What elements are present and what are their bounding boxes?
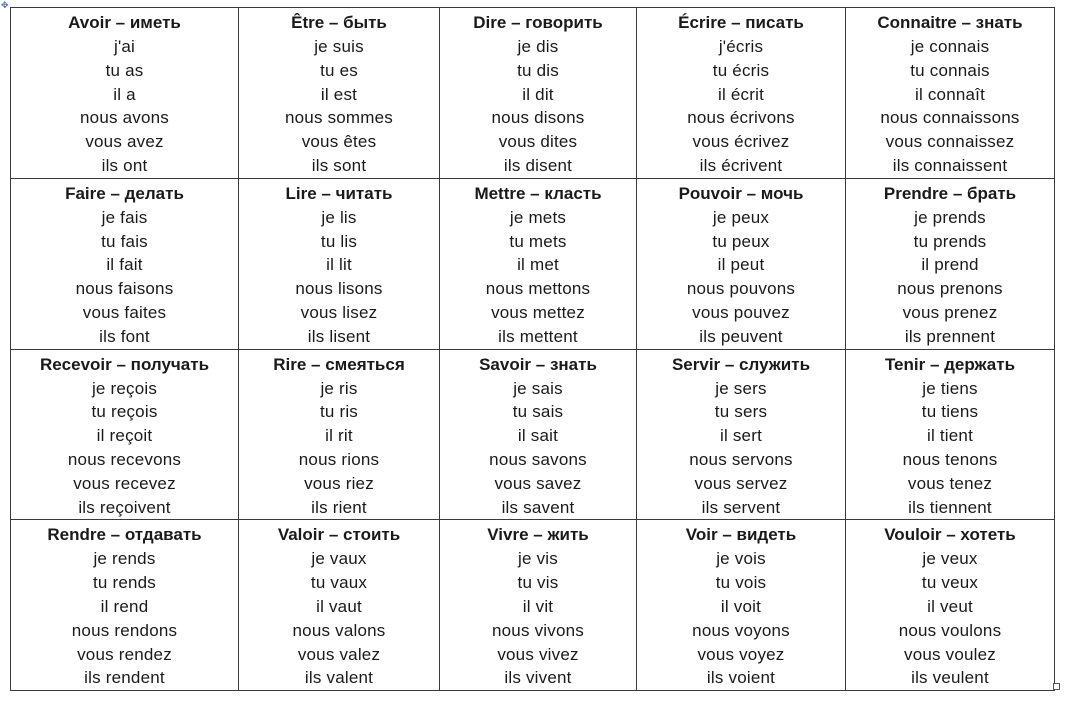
conjugation-form: il tient — [926, 426, 973, 446]
conjugation-form: ils ont — [101, 155, 148, 175]
conjugation-form: ils mettent — [498, 326, 578, 346]
verb-cell-content — [239, 520, 439, 690]
verb-cell-content — [11, 350, 238, 520]
conjugation-form: je prends — [914, 207, 986, 227]
conjugation-form: je connais — [910, 37, 990, 56]
conjugation-form: nous prenons — [897, 279, 1003, 299]
conjugation-form: il rend — [100, 596, 149, 616]
conjugation-form: il sert — [719, 426, 763, 446]
table-row — [11, 349, 1055, 520]
verb-cell-content — [440, 350, 636, 520]
conjugation-form: il est — [320, 84, 358, 104]
verb-title: Tenir – держать — [884, 354, 1016, 374]
conjugation-form: ils rendent — [84, 668, 165, 688]
conjugation-form: ils connaissent — [892, 155, 1008, 175]
conjugation-form: ils prennent — [904, 326, 996, 346]
conjugation-form: nous voulons — [898, 620, 1002, 640]
conjugation-form: nous rendons — [71, 620, 178, 640]
conjugation-form: tu dis — [517, 60, 559, 80]
verb-title: Vouloir – хотеть — [884, 525, 1016, 545]
verb-cell-content — [440, 8, 636, 178]
verb-cell — [440, 520, 637, 691]
conjugation-form: nous faisons — [75, 279, 174, 299]
conjugation-form: ils lisent — [307, 326, 371, 346]
verb-cell — [846, 8, 1055, 179]
conjugation-form: vous riez — [304, 473, 374, 493]
verb-cell-content — [11, 520, 238, 690]
conjugation-form: tu sais — [512, 402, 564, 422]
conjugation-form: nous voyons — [692, 620, 790, 640]
verb-cell-content — [846, 8, 1054, 178]
verb-title: Vivre – жить — [487, 525, 589, 545]
conjugation-form: nous pouvons — [686, 279, 796, 299]
table-row — [11, 520, 1055, 691]
verb-title: Savoir – знать — [479, 354, 597, 374]
verb-cell-content — [239, 350, 439, 520]
verb-cell — [440, 8, 637, 179]
conjugation-form: ils rient — [311, 497, 367, 517]
verb-cell-content — [11, 179, 238, 349]
verb-cell — [637, 349, 846, 520]
verb-title: Servir – служить — [671, 354, 811, 374]
conjugation-form: vous vivez — [497, 644, 579, 664]
conjugation-form: nous connaissons — [880, 108, 1020, 128]
conjugation-form: ils reçoivent — [78, 497, 171, 517]
verb-title: Lire – читать — [285, 183, 393, 203]
conjugation-form: tu sers — [714, 402, 768, 422]
conjugation-form: ils vivent — [504, 668, 572, 688]
verb-table-body — [11, 8, 1055, 691]
verb-cell — [440, 349, 637, 520]
conjugation-form: tu lis — [320, 231, 358, 251]
conjugation-form: vous connaissez — [885, 132, 1015, 152]
verb-cell — [11, 349, 239, 520]
conjugation-form: il reçoit — [96, 426, 153, 446]
conjugation-form: ils sont — [311, 155, 367, 175]
table-resize-handle-icon[interactable] — [1053, 683, 1060, 690]
verb-cell-content — [846, 350, 1054, 520]
conjugation-form: il lit — [326, 255, 352, 275]
verb-cell — [846, 178, 1055, 349]
verb-cell — [846, 520, 1055, 691]
conjugation-form: je reçois — [91, 378, 158, 398]
verb-title: Voir – видеть — [685, 525, 797, 545]
verb-title: Rire – смеяться — [273, 354, 405, 374]
verb-cell — [239, 8, 440, 179]
table-move-handle-icon[interactable]: ✥ — [1, 0, 9, 10]
conjugation-form: tu vaux — [310, 573, 368, 593]
conjugation-form: je dis — [517, 37, 559, 56]
conjugation-form: il voit — [720, 596, 762, 616]
verb-title: Faire – делать — [65, 183, 184, 203]
conjugation-form: vous écrivez — [692, 132, 790, 152]
conjugation-form: vous dites — [498, 132, 578, 152]
verb-title: Rendre – отдавать — [47, 525, 202, 545]
conjugation-form: tu es — [320, 60, 358, 80]
conjugation-form: il connaît — [914, 84, 986, 104]
conjugation-form: je mets — [509, 207, 567, 227]
conjugation-form: il écrit — [718, 84, 764, 104]
conjugation-form: tu as — [105, 60, 144, 80]
conjugation-form: vous prenez — [902, 302, 998, 322]
conjugation-form: vous rendez — [77, 644, 172, 664]
verb-cell — [846, 349, 1055, 520]
conjugation-form: je tiens — [922, 378, 978, 398]
verb-cell — [11, 178, 239, 349]
verb-title: Valoir – стоить — [277, 525, 401, 545]
conjugation-form: nous sommes — [284, 108, 394, 128]
verb-cell — [637, 520, 846, 691]
conjugation-form: il sait — [517, 426, 559, 446]
conjugation-form: tu peux — [712, 231, 770, 251]
conjugation-form: ils écrivent — [699, 155, 783, 175]
table-row — [11, 178, 1055, 349]
verb-title: Connaitre – знать — [877, 13, 1023, 32]
conjugation-form: nous écrivons — [687, 108, 795, 128]
conjugation-form: je ris — [320, 378, 358, 398]
verb-cell — [637, 178, 846, 349]
verb-cell — [637, 8, 846, 179]
verb-cell-content — [440, 179, 636, 349]
conjugation-form: il veut — [927, 596, 973, 616]
conjugation-form: il met — [517, 255, 559, 275]
conjugation-form: je vaux — [311, 549, 367, 569]
verb-cell — [239, 520, 440, 691]
conjugation-form: nous lisons — [295, 279, 383, 299]
verb-cell-content — [239, 8, 439, 178]
verb-cell — [239, 178, 440, 349]
verb-title: Mettre – класть — [474, 183, 602, 203]
conjugation-form: je veux — [922, 549, 978, 569]
conjugation-form: nous vivons — [492, 620, 584, 640]
conjugation-form: ils valent — [304, 668, 374, 688]
conjugation-form: vous savez — [494, 473, 582, 493]
verb-title: Dire – говорить — [473, 13, 603, 32]
conjugation-form: il a — [113, 84, 136, 104]
conjugation-form: nous rions — [298, 449, 380, 469]
verb-cell-content — [846, 520, 1054, 690]
conjugation-form: il prend — [921, 255, 979, 275]
verb-cell-content — [239, 179, 439, 349]
conjugation-form: ils peuvent — [699, 326, 783, 346]
conjugation-form: je sers — [715, 378, 767, 398]
conjugation-form: vous mettez — [491, 302, 585, 322]
conjugation-form: ils veulent — [911, 668, 989, 688]
conjugation-form: vous voyez — [697, 644, 785, 664]
conjugation-form: je sais — [513, 378, 563, 398]
table-row — [11, 8, 1055, 179]
conjugation-form: tu vis — [517, 573, 559, 593]
verb-title: Recevoir – получать — [39, 354, 210, 374]
verb-cell-content — [637, 520, 845, 690]
conjugation-form: vous servez — [694, 473, 788, 493]
conjugation-form: il dit — [522, 84, 554, 104]
conjugation-form: tu fais — [101, 231, 148, 251]
conjugation-form: ils savent — [501, 497, 575, 517]
conjugation-form: je fais — [101, 207, 148, 227]
conjugation-form: nous avons — [80, 108, 169, 128]
conjugation-form: j'écris — [718, 37, 764, 56]
conjugation-form: tu veux — [921, 573, 979, 593]
conjugation-form: tu rends — [92, 573, 157, 593]
verb-cell — [239, 349, 440, 520]
conjugation-form: nous recevons — [67, 449, 182, 469]
conjugation-form: je rends — [93, 549, 156, 569]
conjugation-form: vous pouvez — [692, 302, 790, 322]
conjugation-form: tu vois — [715, 573, 767, 593]
conjugation-form: il peut — [717, 255, 765, 275]
conjugation-form: vous tenez — [907, 473, 993, 493]
conjugation-form: tu mets — [509, 231, 567, 251]
conjugation-form: il fait — [106, 255, 143, 275]
verb-cell-content — [637, 350, 845, 520]
verb-cell-content — [11, 8, 238, 178]
conjugation-form: nous mettons — [485, 279, 591, 299]
conjugation-form: je lis — [321, 207, 357, 227]
conjugation-form: tu ris — [319, 402, 359, 422]
conjugation-form: tu écris — [712, 60, 770, 80]
conjugation-form: vous valez — [297, 644, 381, 664]
conjugation-form: nous tenons — [902, 449, 998, 469]
conjugation-form: tu prends — [913, 231, 987, 251]
conjugation-form: vous voulez — [904, 644, 996, 664]
verb-title: Écrire – писать — [678, 13, 804, 32]
conjugation-form: ils servent — [701, 497, 781, 517]
verb-cell — [11, 520, 239, 691]
conjugation-form: nous savons — [489, 449, 587, 469]
verb-cell-content — [846, 179, 1054, 349]
conjugation-form: vous avez — [85, 132, 164, 152]
conjugation-form: tu connais — [910, 60, 990, 80]
conjugation-form: je vis — [518, 549, 558, 569]
conjugation-form: vous êtes — [301, 132, 377, 152]
conjugation-form: il rit — [325, 426, 353, 446]
conjugation-form: j'ai — [113, 37, 136, 56]
conjugation-form: nous valons — [292, 620, 386, 640]
conjugation-form: vous lisez — [300, 302, 378, 322]
verb-conjugation-table — [10, 7, 1055, 691]
conjugation-form: nous servons — [689, 449, 793, 469]
conjugation-form: tu reçois — [91, 402, 158, 422]
conjugation-form: ils tiennent — [908, 497, 992, 517]
conjugation-form: il vaut — [316, 596, 362, 616]
conjugation-form: je suis — [314, 37, 364, 56]
verb-title: Prendre – брать — [883, 183, 1017, 203]
conjugation-form: ils voient — [706, 668, 776, 688]
verb-cell — [440, 178, 637, 349]
conjugation-form: ils disent — [503, 155, 573, 175]
verb-title: Pouvoir – мочь — [678, 183, 804, 203]
conjugation-form: ils font — [99, 326, 150, 346]
conjugation-form: nous disons — [491, 108, 585, 128]
verb-cell — [11, 8, 239, 179]
conjugation-form: tu tiens — [921, 402, 979, 422]
verb-title: Avoir – иметь — [68, 13, 181, 32]
conjugation-form: je vois — [716, 549, 766, 569]
verb-cell-content — [637, 8, 845, 178]
verb-cell-content — [637, 179, 845, 349]
conjugation-form: je peux — [712, 207, 770, 227]
verb-title: Être – быть — [291, 13, 387, 32]
conjugation-form: vous recevez — [73, 473, 176, 493]
conjugation-form: vous faites — [82, 302, 167, 322]
verb-cell-content — [440, 520, 636, 690]
conjugation-form: il vit — [522, 596, 554, 616]
